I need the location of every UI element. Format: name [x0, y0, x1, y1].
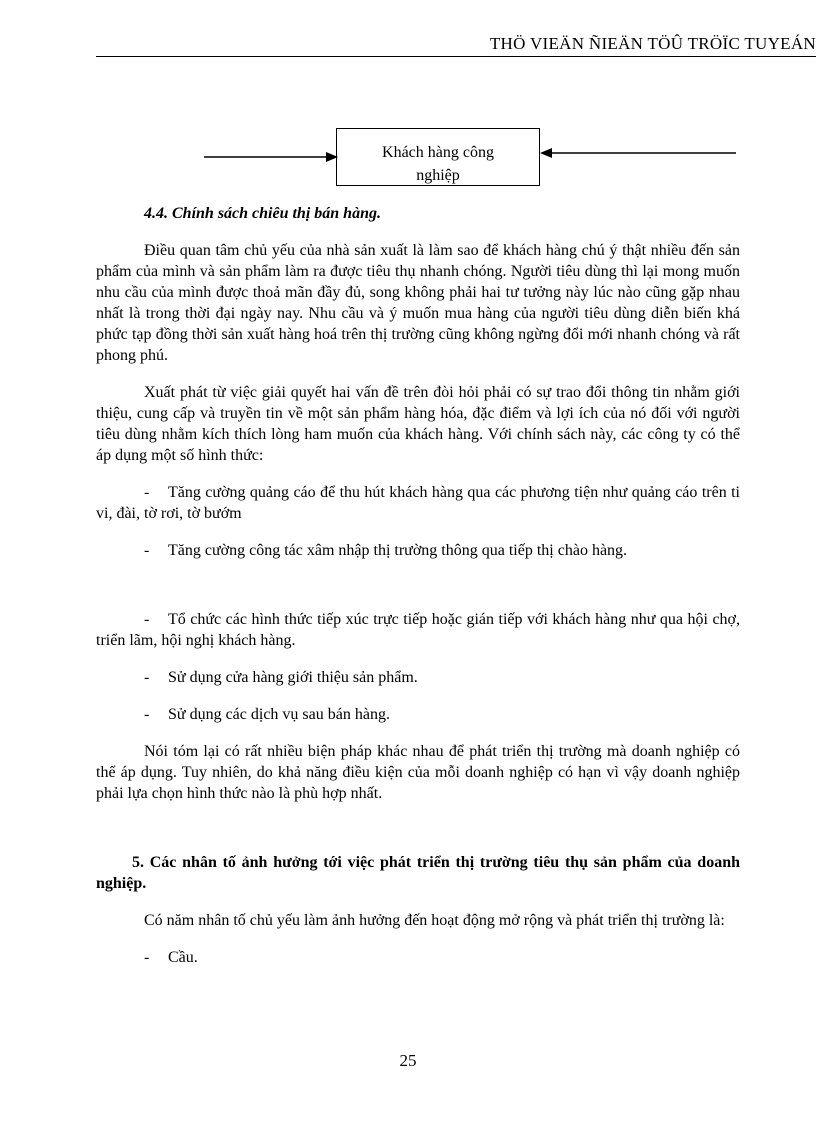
list-dash: -	[144, 706, 150, 723]
list-item	[96, 704, 740, 725]
paragraph: Có năm nhân tố chủ yếu làm ảnh hưởng đến hoạt động mở rộng và phát triển thị trường là:	[144, 912, 725, 929]
list-item	[96, 947, 740, 968]
list-dash: -	[144, 611, 150, 628]
paragraph: Điều quan tâm chủ yếu của nhà sản xuất là làm sao để khách hàng chú ý thật nhiều đến sản phẩm của mình và sản phẩm làm ra được tiêu thụ nhanh chóng. Người tiêu dùng thì lại mong muốn nhu cầu của mình được thoả mãn đầy đủ, song không phải hai tư tưởng này lúc nào cũng gặp nhau nhất là trong thời đại ngày nay. Nhu cầu và ý muốn mua hàng của người tiêu dùng diễn biến khá phức tạp đồng thời sản xuất hàng hoá trên thị trường cũng không ngừng đổi mới nhanh chóng và rất phong phú.	[96, 242, 740, 364]
page-body	[96, 203, 740, 968]
left-arrow-icon	[204, 150, 338, 164]
page-number: 25	[399, 1051, 417, 1070]
list-item	[96, 482, 740, 524]
paragraph: Xuất phát từ việc giải quyết hai vấn đề trên đòi hỏi phải có sự trao đổi thông tin nhằm giới thiệu, cung cấp và truyền tin về một sản phẩm hàng hóa, đặc điểm và lợi ích của nó đối với người tiêu dùng nhằm kích thích lòng ham muốn của khách hàng. Với chính sách này, các công ty có thể áp dụng một số hình thức:	[96, 384, 740, 464]
section-heading-4-4: 4.4. Chính sách chiêu thị bán hàng.	[144, 205, 381, 222]
list-item-text: Cầu.	[168, 949, 198, 966]
list-item-text: Tăng cường công tác xâm nhập thị trường thông qua tiếp thị chào hàng.	[168, 542, 628, 559]
list-item	[96, 540, 740, 561]
incoming-arrow-icon	[540, 146, 736, 160]
list-item	[96, 667, 740, 688]
page-header	[96, 30, 816, 57]
section-heading-5: 5. Các nhân tố ảnh hưởng tới việc phát triển thị trường tiêu thụ sản phẩm của doanh nghiệp.	[96, 854, 740, 892]
list-item-text: Tăng cường quảng cáo để thu hút khách hàng qua các phương tiện như quảng cáo trên ti vi, đài, tờ rơi, tờ bướm	[96, 484, 740, 522]
customer-box: Khách hàng công nghiệp	[336, 128, 540, 186]
list-dash: -	[144, 542, 150, 559]
list-item-text: Sử dụng các dịch vụ sau bán hàng.	[168, 706, 390, 723]
paragraph: Nói tóm lại có rất nhiều biện pháp khác nhau để phát triển thị trường mà doanh nghiệp có thể áp dụng. Tuy nhiên, do khả năng điều kiện của mỗi doanh nghiệp có hạn vì vậy doanh nghiệp phải lựa chọn hình thức nào là phù hợp nhất.	[96, 743, 740, 802]
list-item-text: Sử dụng cửa hàng giới thiệu sản phẩm.	[168, 669, 418, 686]
header-title: THÖ VIEÄN ÑIEÄN TÖÛ TRÖÏC TUYEÁN	[489, 34, 816, 53]
list-item	[96, 609, 740, 651]
flow-diagram	[0, 128, 816, 192]
list-item-text: Tổ chức các hình thức tiếp xúc trực tiếp hoặc gián tiếp với khách hàng như qua hội chợ, triển lãm, hội nghị khách hàng.	[96, 611, 740, 649]
list-dash: -	[144, 484, 150, 501]
list-dash: -	[144, 949, 150, 966]
list-dash: -	[144, 669, 150, 686]
